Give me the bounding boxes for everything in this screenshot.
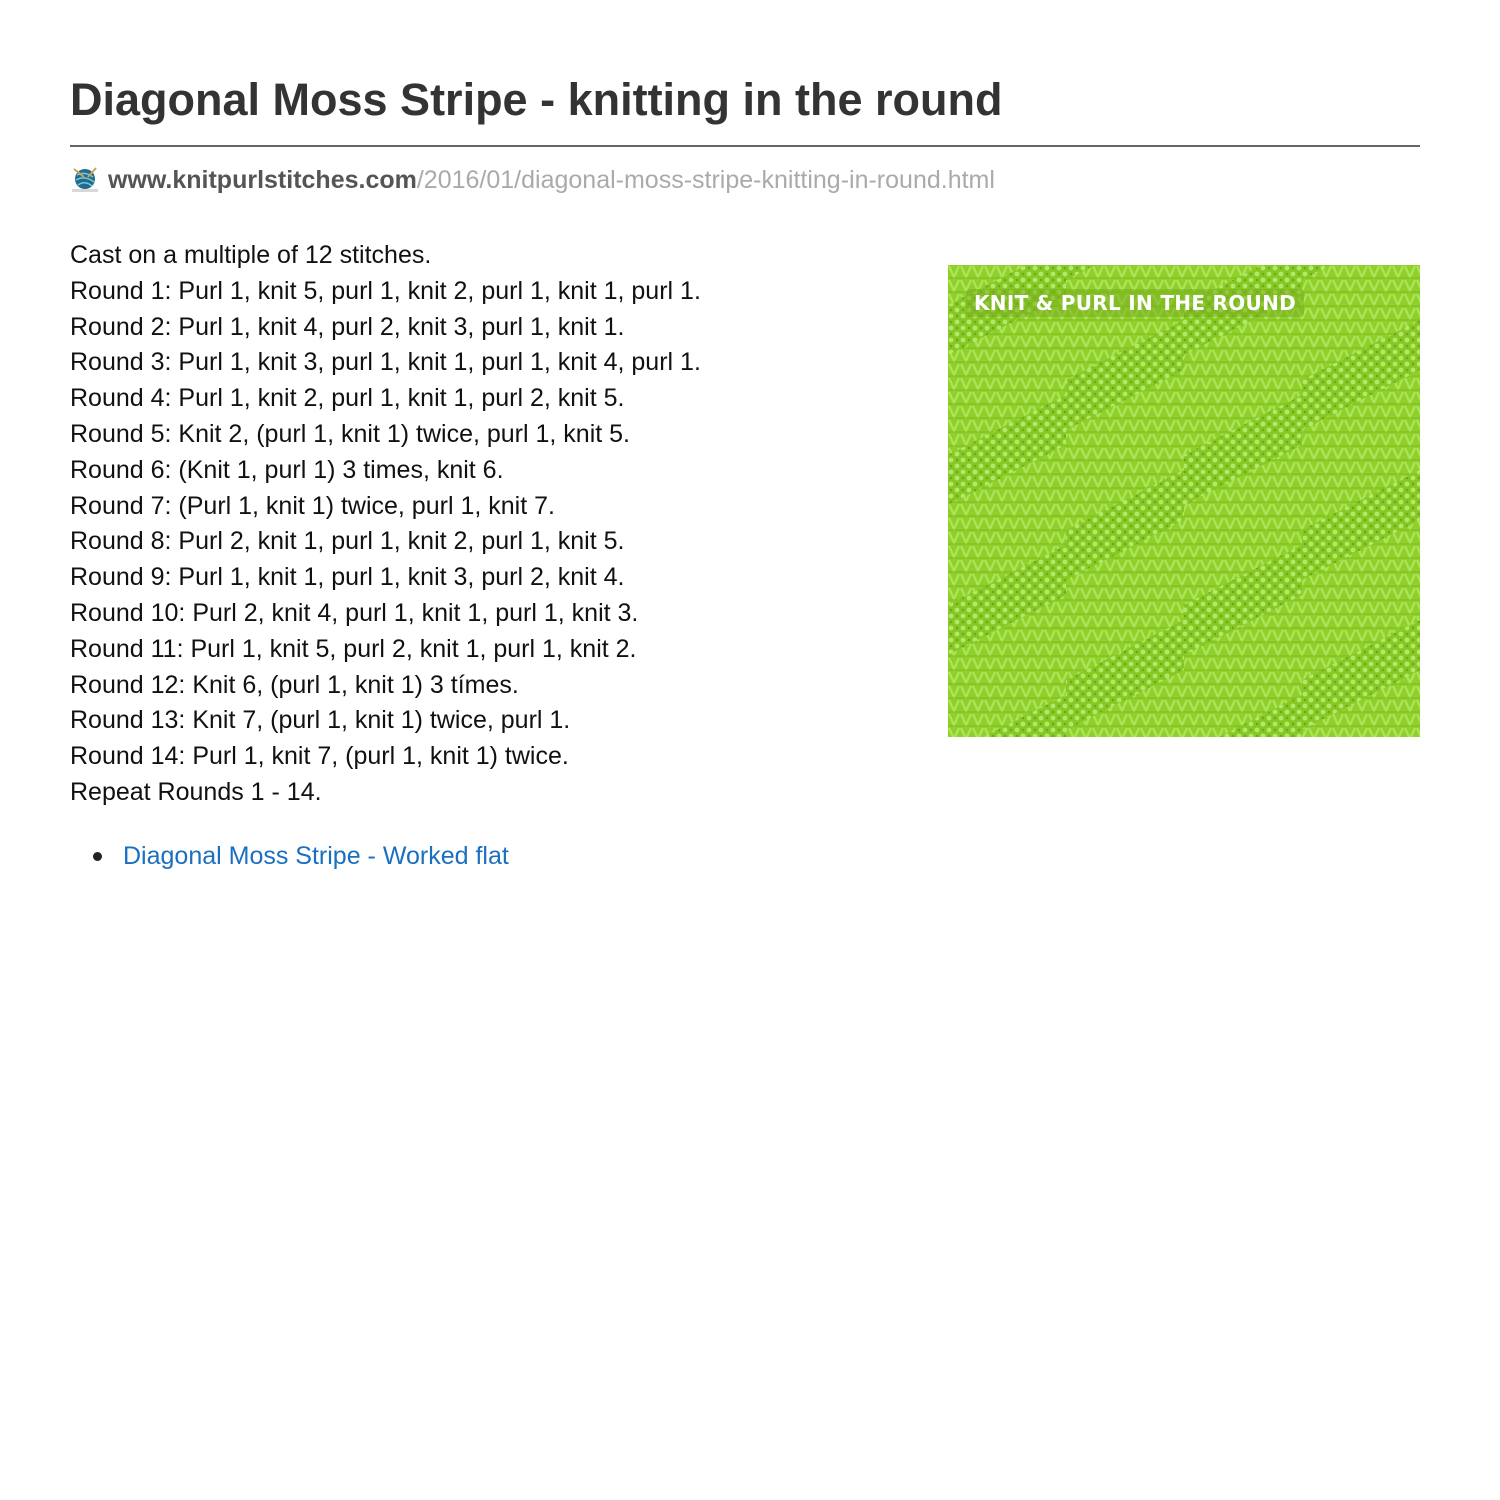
pattern-line: Repeat Rounds 1 - 14. <box>70 777 322 806</box>
pattern-line: Round 10: Purl 2, knit 4, purl 1, knit 1, purl 1, knit 3. <box>70 598 639 627</box>
pattern-line: Round 12: Knit 6, (purl 1, knit 1) 3 tímes. <box>70 670 519 699</box>
source-line <box>70 160 995 200</box>
source-domain[interactable]: www.knitpurlstitches.com <box>108 165 417 194</box>
pattern-line: Round 14: Purl 1, knit 7, (purl 1, knit 1) twice. <box>70 742 569 771</box>
pattern-line: Round 5: Knit 2, (purl 1, knit 1) twice, purl 1, knit 5. <box>70 419 630 448</box>
bullet-icon <box>93 852 102 861</box>
title-divider <box>70 145 1420 147</box>
swatch-photo <box>948 265 1420 737</box>
related-links <box>70 838 509 874</box>
swatch-label: KNIT & PURL IN THE ROUND <box>966 289 1304 317</box>
pattern-line: Round 7: (Purl 1, knit 1) twice, purl 1, knit 7. <box>70 491 555 520</box>
pattern-line: Cast on a multiple of 12 stitches. <box>70 241 432 269</box>
pattern-line: Round 11: Purl 1, knit 5, purl 2, knit 1, purl 1, knit 2. <box>70 634 637 663</box>
pattern-instructions <box>70 238 910 811</box>
pattern-line: Round 1: Purl 1, knit 5, purl 1, knit 2, purl 1, knit 1, purl 1. <box>70 276 701 305</box>
pattern-line: Round 2: Purl 1, knit 4, purl 2, knit 3, purl 1, knit 1. <box>70 312 625 341</box>
pattern-line: Round 4: Purl 1, knit 2, purl 1, knit 1, purl 2, knit 5. <box>70 384 625 413</box>
yarn-ball-icon <box>70 165 100 195</box>
pattern-line: Round 6: (Knit 1, purl 1) 3 times, knit 6. <box>70 455 504 484</box>
list-item <box>70 838 509 874</box>
pattern-line: Round 9: Purl 1, knit 1, purl 1, knit 3, purl 2, knit 4. <box>70 563 625 592</box>
pattern-line: Round 3: Purl 1, knit 3, purl 1, knit 1, purl 1, knit 4, purl 1. <box>70 348 701 377</box>
pattern-line: Round 8: Purl 2, knit 1, purl 1, knit 2, purl 1, knit 5. <box>70 527 625 556</box>
knit-texture <box>948 265 1420 737</box>
pattern-line: Round 13: Knit 7, (purl 1, knit 1) twice, purl 1. <box>70 706 571 735</box>
worked-flat-link[interactable]: Diagonal Moss Stripe - Worked flat <box>123 842 509 870</box>
page-title: Diagonal Moss Stripe - knitting in the round <box>70 74 1003 125</box>
source-path[interactable]: /2016/01/diagonal-moss-stripe-knitting-in-round.html <box>416 165 995 194</box>
